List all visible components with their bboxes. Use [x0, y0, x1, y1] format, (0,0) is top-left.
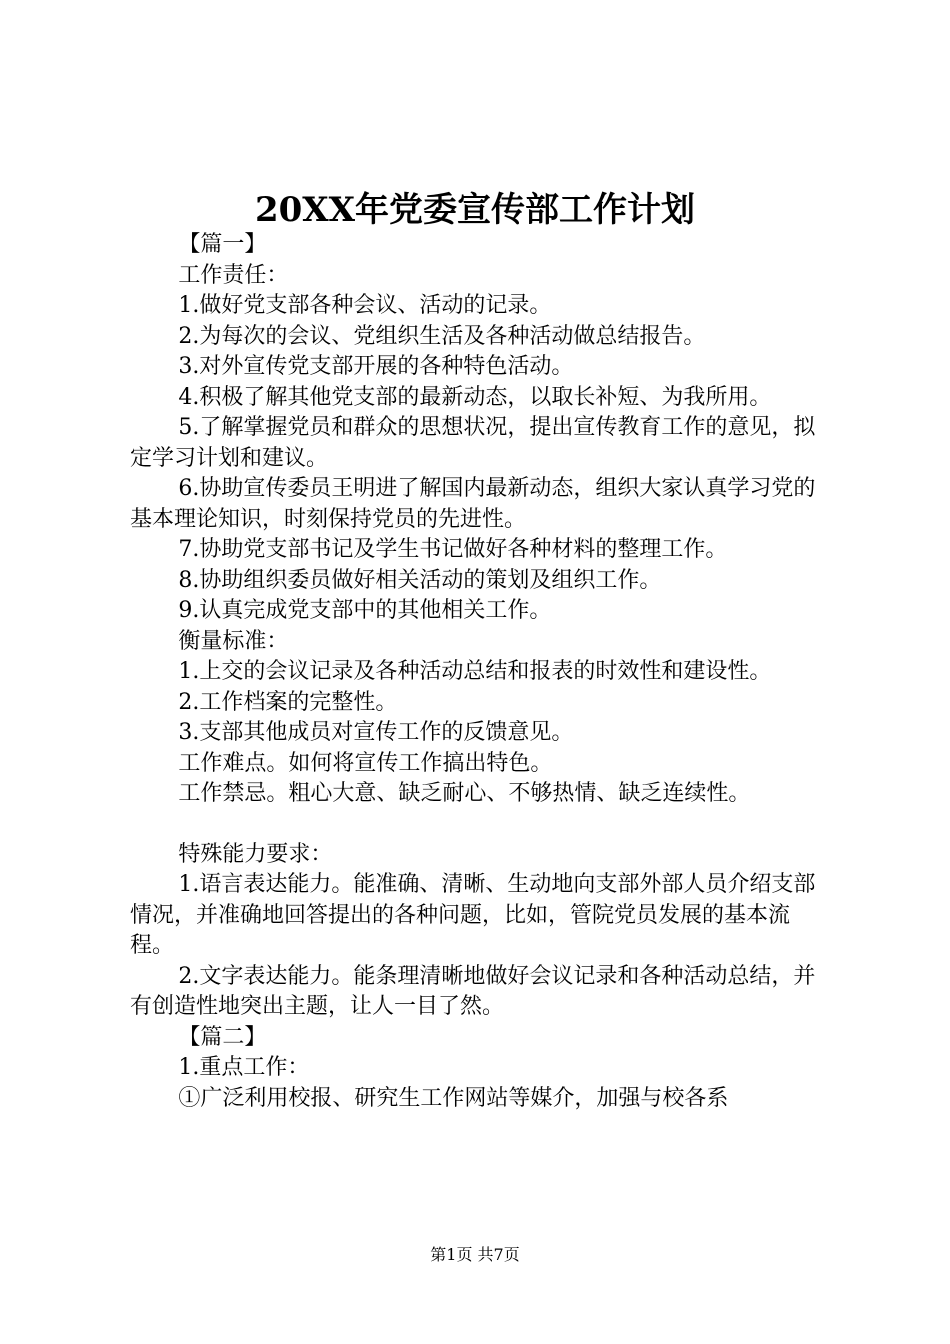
paragraph: 6.协助宣传委员王明进了解国内最新动态，组织大家认真学习党的基本理论知识，时刻保持党员的先进性。 — [130, 476, 816, 532]
paragraph: 2.为每次的会议、党组织生活及各种活动做总结报告。 — [178, 323, 706, 349]
paragraph: 1.上交的会议记录及各种活动总结和报表的时效性和建设性。 — [178, 659, 772, 684]
paragraph: 工作禁忌。粗心大意、缺乏耐心、不够热情、缺乏连续性。 — [178, 781, 751, 806]
paragraph: 2.文字表达能力。能条理清晰地做好会议记录和各种活动总结，并有创造性地突出主题，让人一目了然。 — [130, 963, 816, 1019]
paragraph: 2.工作档案的完整性。 — [178, 689, 398, 715]
paragraph: 1.做好党支部各种会议、活动的记录。 — [178, 293, 552, 318]
section-heading-2: 【篇二】 — [178, 1024, 267, 1050]
paragraph: 工作难点。如何将宣传工作搞出特色。 — [178, 750, 553, 776]
paragraph: 1.重点工作： — [178, 1055, 310, 1080]
paragraph: 1.语言表达能力。能准确、清晰、生动地向支部外部人员介绍支部情况，并准确地回答提出的各种问题，比如，管院党员发展的基本流程。 — [130, 872, 816, 958]
page-footer: 第1页 共7页 — [430, 1245, 520, 1264]
document-title: 20XX年党委宣传部工作计划 — [254, 190, 696, 230]
paragraph: 9.认真完成党支部中的其他相关工作。 — [178, 598, 552, 623]
paragraph: 4.积极了解其他党支部的最新动态，以取长补短、为我所用。 — [178, 384, 772, 410]
paragraph: 衡量标准： — [178, 628, 289, 654]
paragraph: 3.对外宣传党支部开展的各种特色活动。 — [178, 354, 574, 379]
document-body — [130, 230, 830, 1114]
paragraph: 工作责任： — [178, 262, 289, 288]
paragraph: 5.了解掌握党员和群众的思想状况，提出宣传教育工作的意见，拟定学习计划和建议。 — [130, 415, 816, 471]
paragraph: 7.协助党支部书记及学生书记做好各种材料的整理工作。 — [178, 537, 728, 562]
section-heading-1: 【篇一】 — [178, 232, 267, 257]
paragraph: 特殊能力要求： — [178, 841, 333, 867]
paragraph: ①广泛利用校报、研究生工作网站等媒介，加强与校各系 — [178, 1085, 729, 1111]
paragraph: 8.协助组织委员做好相关活动的策划及组织工作。 — [178, 567, 662, 593]
paragraph: 3.支部其他成员对宣传工作的反馈意见。 — [178, 720, 574, 745]
